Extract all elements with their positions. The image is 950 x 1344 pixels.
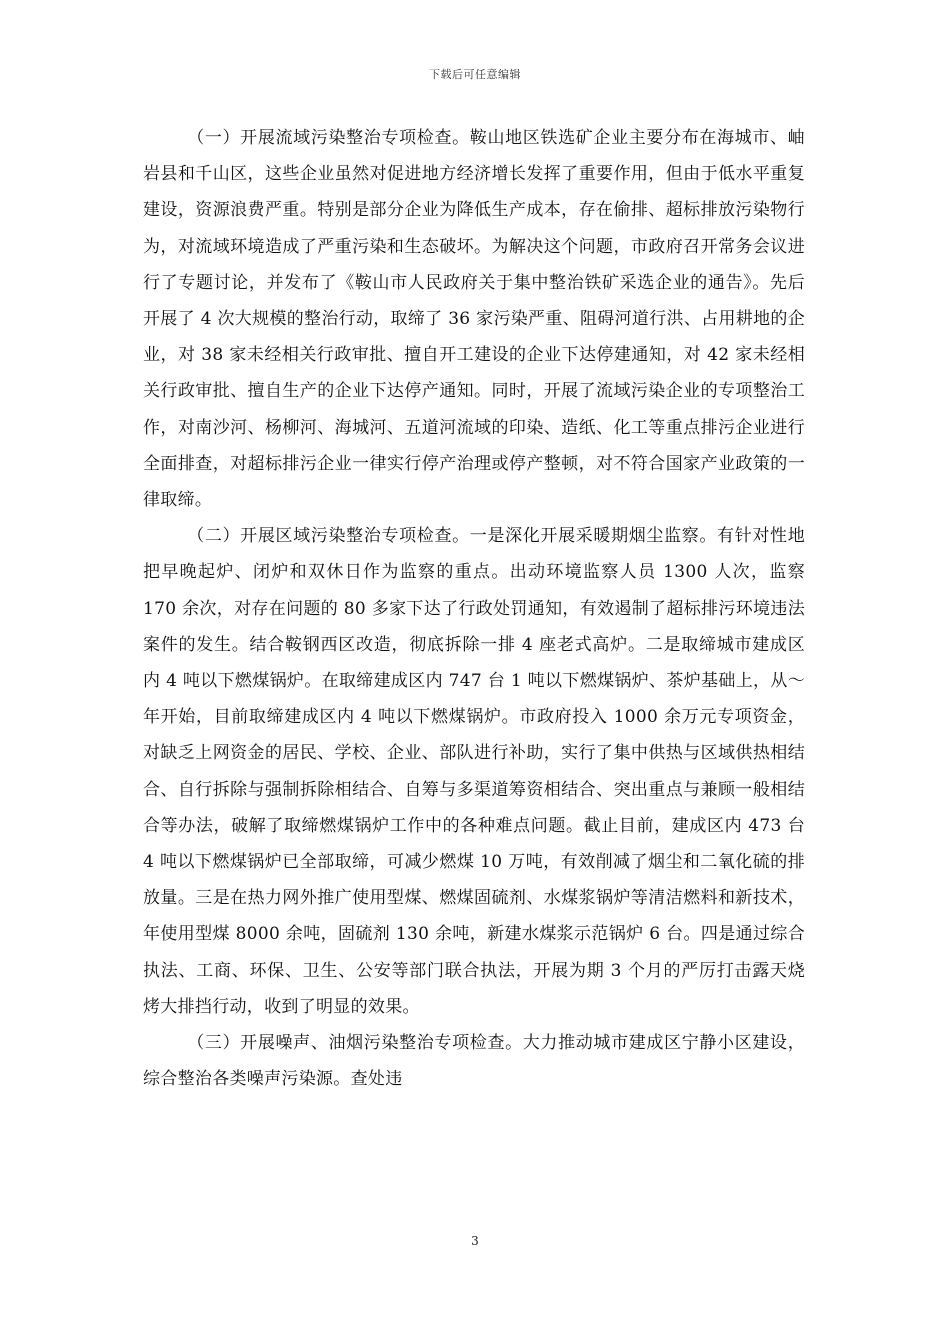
paragraph-noise-fume-inspection: （三）开展噪声、油烟污染整治专项检查。大力推动城市建成区宁静小区建设，综合整治各类噪声污染源。查处违 (143, 1033, 805, 1090)
page-header: 下载后可任意编辑 (429, 68, 521, 81)
paragraph-regional-pollution-inspection: （二）开展区域污染整治专项检查。一是深化开展采暖期烟尘监察。有针对性地把早晚起炉、闭炉和双休日作为监察的重点。出动环境监察人员 1300 人次，监察 170 余次，对存在问题的 80 多家下达了行政处罚通知，有效遏制了超标排污环境违法案件的发生。结合鞍钢西区改造，彻底拆除一排 4 座老式高炉。二是取缔城市建成区内 4 吨以下燃煤锅炉。在取缔建成区内 747 台 1 吨以下燃煤锅炉、茶炉基础上，从～年开始，目前取缔建成区内 4 吨以下燃煤锅炉。市政府投入 1000 余万元专项资金，对缺乏上网资金的居民、学校、企业、部队进行补助，实行了集中供热与区域供热相结合、自行拆除与强制拆除相结合、自筹与多渠道筹资相结合、突出重点与兼顾一般相结合等办法，破解了取缔燃煤锅炉工作中的各种难点问题。截止目前，建成区内 473 台 4 吨以下燃煤锅炉已全部取缔，可减少燃煤 10 万吨，有效削减了烟尘和二氧化硫的排放量。三是在热力网外推广使用型煤、燃煤固硫剂、水煤浆锅炉等清洁燃料和新技术，年使用型煤 8000 余吨，固硫剂 130 余吨，新建水煤浆示范锅炉 6 台。四是通过综合执法、工商、环保、卫生、公安等部门联合执法，开展为期 3 个月的严厉打击露天烧烤大排挡行动，收到了明显的效果。 (143, 526, 805, 1017)
document-body (143, 120, 805, 1097)
page-number: 3 (471, 1234, 479, 1248)
paragraph-river-basin-inspection: （一）开展流域污染整治专项检查。鞍山地区铁选矿企业主要分布在海城市、岫岩县和千山区，这些企业虽然对促进地方经济增长发挥了重要作用，但由于低水平重复建设，资源浪费严重。特别是部分企业为降低生产成本，存在偷排、超标排放污染物行为，对流域环境造成了严重污染和生态破坏。为解决这个问题，市政府召开常务会议进行了专题讨论，并发布了《鞍山市人民政府关于集中整治铁矿采选企业的通告》。先后开展了 4 次大规模的整治行动，取缔了 36 家污染严重、阻碍河道行洪、占用耕地的企业，对 38 家未经相关行政审批、擅自开工建设的企业下达停建通知，对 42 家未经相关行政审批、擅自生产的企业下达停产通知。同时，开展了流域污染企业的专项整治工作，对南沙河、杨柳河、海城河、五道河流域的印染、造纸、化工等重点排污企业进行全面排查，对超标排污企业一律实行停产治理或停产整顿，对不符合国家产业政策的一律取缔。 (143, 128, 805, 511)
